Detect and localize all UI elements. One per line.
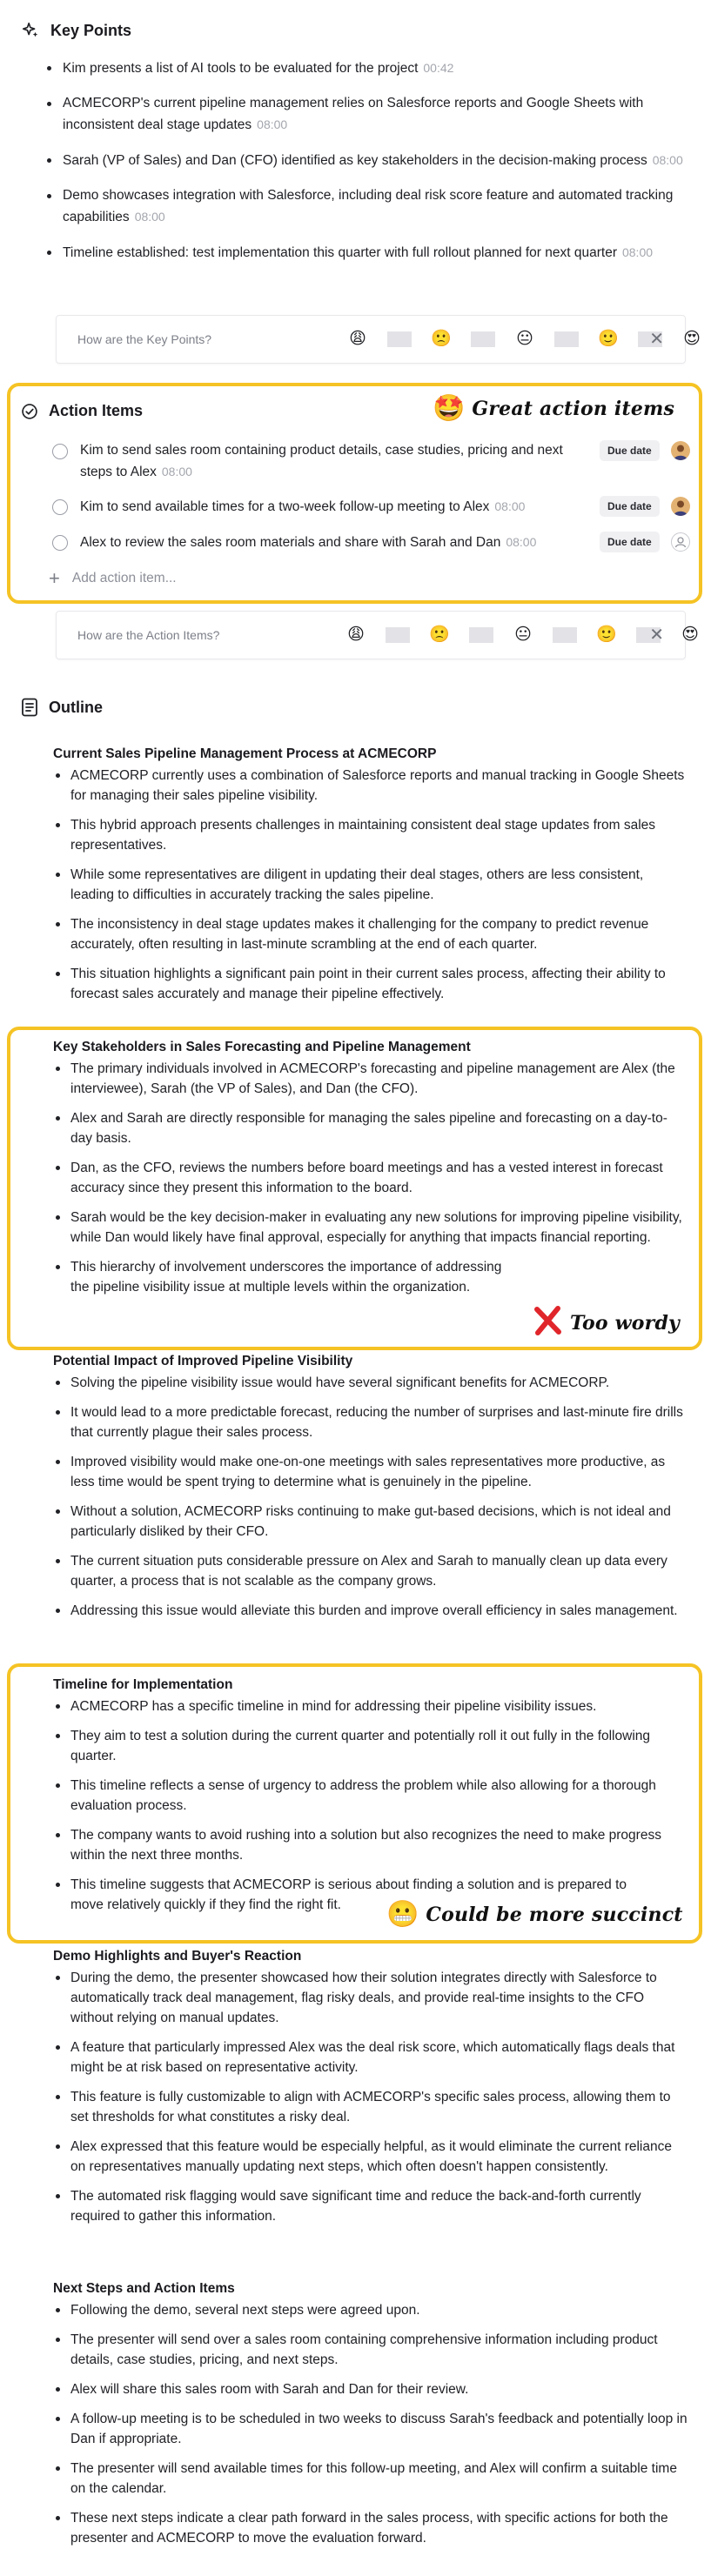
key-point-item: Kim presents a list of AI tools to be evaluated for the project 00:42	[45, 57, 689, 79]
outline-bullet: It would lead to a more predictable forecast, reducing the number of surprises and last-minute fire drills that currently plague their sales process.	[53, 1402, 688, 1442]
outline-bullet: Dan, as the CFO, reviews the numbers before board meetings and has a vested interest in forecast accuracy since they present this information to the board.	[53, 1158, 688, 1198]
outline-bullet: Alex expressed that this feature would be especially helpful, as it would eliminate the current reliance on representatives manually updating next steps, which often doesn't happen consistently.	[53, 2137, 688, 2177]
great-action-items-annotation	[433, 393, 674, 425]
outline-bullet: Following the demo, several next steps were agreed upon.	[53, 2300, 688, 2320]
outline-section-heading: Timeline for Implementation	[53, 1677, 233, 1692]
outline-bullet: Improved visibility would make one-on-one meetings with sales representatives more productive, as less time would be spent trying to determine what is genuinely in the pipeline.	[53, 1452, 688, 1492]
due-date-button[interactable]: Due date	[600, 496, 660, 517]
outline-bullet: This hierarchy of involvement underscores the importance of addressing the pipeline visibility issue at multiple levels within the organization.	[53, 1257, 688, 1297]
feedback-question: How are the Action Items?	[77, 628, 220, 642]
checkbox[interactable]	[52, 499, 68, 515]
outline-bullet: A feature that particularly impressed Alex was the deal risk score, which automatically flags deals that might be at risk based on representative activity.	[53, 2037, 688, 2078]
outline-bullet: The presenter will send available times for this follow-up meeting, and Alex will confirm a suitable time on the calendar.	[53, 2459, 688, 2499]
assignee-avatar[interactable]	[671, 441, 690, 460]
plus-icon: +	[49, 567, 60, 589]
annotation-text: Could be more succinct	[426, 1904, 683, 1926]
action-items-title: Action Items	[49, 402, 144, 419]
timestamp-link[interactable]: 08:00	[621, 245, 654, 259]
outline-title: Outline	[49, 698, 103, 716]
check-circle-icon	[21, 403, 38, 420]
key-points-list	[45, 57, 689, 278]
outline-bullet: Solving the pipeline visibility issue would have several significant benefits for ACMECORP.	[53, 1373, 688, 1393]
outline-bullet: They aim to test a solution during the current quarter and potentially roll it out fully in the following quarter.	[53, 1726, 688, 1766]
outline-bullet: This feature is fully customizable to align with ACMECORP's specific sales process, allowing them to set thresholds for what constitutes a risky deal.	[53, 2087, 688, 2127]
timestamp-link[interactable]: 08:00	[494, 499, 526, 513]
rating-emoji-tired[interactable]: 😩	[349, 330, 366, 348]
feedback-question: How are the Key Points?	[77, 332, 212, 346]
outline-bullet: This hybrid approach presents challenges in maintaining consistent deal stage updates from sales representatives.	[53, 815, 688, 855]
outline-section	[53, 2279, 688, 2558]
unassigned-avatar-icon[interactable]	[671, 532, 690, 552]
sparkle-icon	[21, 21, 40, 40]
key-points-feedback-bar	[56, 315, 701, 364]
outline-bullet: The primary individuals involved in ACMECORP's forecasting and pipeline management are Alex (the interviewee), Sarah (the VP of Sales), and Dan (the CFO).	[53, 1059, 688, 1099]
key-point-item: Sarah (VP of Sales) and Dan (CFO) identified as key stakeholders in the decision-making process 08:00	[45, 150, 689, 171]
rating-emoji-love[interactable]: 😍	[681, 626, 699, 644]
star-struck-emoji: 🤩	[433, 394, 466, 423]
close-icon[interactable]: ✕	[649, 330, 664, 349]
key-point-item: Demo showcases integration with Salesforce, including deal risk score feature and automated tracking capabilities 08:00	[45, 185, 689, 228]
outline-bullet: This timeline reflects a sense of urgency to address the problem while also allowing for a thorough evaluation process.	[53, 1776, 688, 1816]
outline-bullet: This timeline suggests that ACMECORP is serious about finding a solution and is prepared to move relatively quickly if they find the right fit.	[53, 1875, 688, 1915]
document-icon	[21, 698, 38, 717]
due-date-button[interactable]: Due date	[600, 440, 660, 461]
outline-section-heading: Potential Impact of Improved Pipeline Visibility	[53, 1354, 353, 1368]
outline-bullet: Alex and Sarah are directly responsible for managing the sales pipeline and forecasting on a day-to-day basis.	[53, 1108, 688, 1148]
action-items-feedback-bar	[56, 611, 699, 659]
outline-bullet: These next steps indicate a clear path forward in the sales process, with specific actions for both the presenter and ACMECORP to move the evaluation forward.	[53, 2508, 688, 2548]
add-action-item-label: Add action item...	[71, 571, 177, 585]
annotation-text: Great action items	[472, 398, 675, 420]
outline-section-heading: Current Sales Pipeline Management Process at ACMECORP	[53, 746, 437, 761]
outline-bullet: Addressing this issue would alleviate this burden and improve overall efficiency in sales management.	[53, 1601, 688, 1621]
action-item-row: Kim to send sales room containing product details, case studies, pricing and next steps to Alex 08:00 Due date	[45, 440, 689, 482]
grimacing-emoji: 😬	[386, 1900, 419, 1929]
outline-section	[53, 1947, 688, 2236]
outline-bullet: Sarah would be the key decision-maker in evaluating any new solutions for improving pipeline visibility, while Dan would likely have final approval, especially for anything that impacts financial reporting.	[53, 1208, 688, 1248]
outline-bullet: The automated risk flagging would save significant time and reduce the back-and-forth currently required to gather this information.	[53, 2186, 688, 2226]
rating-emoji-tired[interactable]: 😩	[347, 626, 365, 644]
could-be-more-succinct-annotation	[386, 1899, 683, 1930]
outline-section	[53, 1038, 688, 1307]
outline-section-heading: Next Steps and Action Items	[53, 2281, 235, 2296]
timestamp-link[interactable]: 08:00	[506, 535, 537, 549]
timestamp-link[interactable]: 08:00	[161, 465, 192, 478]
key-point-item: ACMECORP's current pipeline management relies on Salesforce reports and Google Sheets with inconsistent deal stage updates 08:00	[45, 93, 689, 136]
outline-header	[21, 698, 103, 717]
key-points-header	[21, 21, 131, 40]
outline-section	[53, 1352, 688, 1630]
outline-bullet: While some representatives are diligent in updating their deal stages, others are less consistent, leading to difficulties in accurately tracking the sales pipeline.	[53, 865, 688, 905]
timestamp-link[interactable]: 08:00	[134, 210, 165, 224]
checkbox[interactable]	[52, 535, 68, 551]
timestamp-link[interactable]: 08:00	[652, 153, 683, 167]
rating-emoji-smile[interactable]: 🙂	[598, 330, 619, 348]
outline-section-heading: Demo Highlights and Buyer's Reaction	[53, 1949, 302, 1964]
key-point-item: Timeline established: test implementation this quarter with full rollout planned for next quarter 08:00	[45, 242, 689, 264]
outline-bullet: The company wants to avoid rushing into a solution but also recognizes the need to make progress within the next three months.	[53, 1825, 688, 1865]
outline-section	[53, 1676, 688, 1924]
outline-bullet: ACMECORP has a specific timeline in mind for addressing their pipeline visibility issues.	[53, 1696, 688, 1716]
annotation-text: Too wordy	[570, 1311, 681, 1335]
key-points-title: Key Points	[50, 21, 132, 39]
outline-bullet: The inconsistency in deal stage updates makes it challenging for the company to predict revenue accurately, often resulting in last-minute scrambling at the end of each quarter.	[53, 914, 688, 954]
outline-bullet: Without a solution, ACMECORP risks continuing to make gut-based decisions, which is not ideal and particularly disliked by their CFO.	[53, 1502, 688, 1542]
action-items-header	[21, 402, 143, 420]
outline-bullet: The presenter will send over a sales room containing comprehensive information including product details, case studies, pricing, and next steps.	[53, 2330, 688, 2370]
outline-bullet: The current situation puts considerable pressure on Alex and Sarah to manually clean up data every quarter, a process that is not scalable as the company grows.	[53, 1551, 688, 1591]
outline-bullet: A follow-up meeting is to be scheduled in two weeks to discuss Sarah's feedback and potentially loop in Dan if appropriate.	[53, 2409, 688, 2449]
outline-bullet: This situation highlights a significant pain point in their current sales process, affecting their ability to forecast sales accurately and manage their pipeline effectively.	[53, 964, 688, 1004]
action-item-row: Kim to send available times for a two-week follow-up meeting to Alex 08:00 Due date	[45, 496, 689, 519]
rating-emoji-love[interactable]: 😍	[683, 330, 701, 348]
outline-section	[53, 745, 688, 1014]
action-item-row: Alex to review the sales room materials and share with Sarah and Dan 08:00 Due date	[45, 532, 689, 554]
timestamp-link[interactable]: 00:42	[423, 61, 454, 75]
outline-bullet: ACMECORP currently uses a combination of Salesforce reports and manual tracking in Google Sheets for managing their sales pipeline visibility.	[53, 766, 688, 806]
outline-bullet: Alex will share this sales room with Sarah and Dan for their review.	[53, 2379, 688, 2399]
close-icon[interactable]: ✕	[649, 626, 664, 645]
too-wordy-annotation	[532, 1305, 680, 1341]
rating-emoji-frown[interactable]: 🙁	[431, 330, 452, 348]
rating-emoji-neutral[interactable]: 😐	[516, 330, 533, 348]
rating-emoji-frown[interactable]: 🙁	[429, 626, 450, 644]
emoji-rating	[344, 623, 702, 647]
checkbox[interactable]	[52, 444, 68, 459]
rating-emoji-neutral[interactable]: 😐	[514, 626, 532, 644]
outline-bullet: During the demo, the presenter showcased how their solution integrates directly with Salesforce to automatically track deal management, flag risky deals, and provide real-time insights to the CFO without relying on manual updates.	[53, 1968, 688, 2028]
red-x-icon	[532, 1305, 563, 1341]
timestamp-link[interactable]: 08:00	[257, 117, 288, 131]
assignee-avatar[interactable]	[671, 497, 690, 516]
due-date-button[interactable]: Due date	[600, 532, 660, 552]
outline-section-heading: Key Stakeholders in Sales Forecasting and Pipeline Management	[53, 1040, 471, 1054]
rating-emoji-smile[interactable]: 🙂	[596, 626, 617, 644]
add-action-item-button[interactable]	[49, 567, 177, 589]
